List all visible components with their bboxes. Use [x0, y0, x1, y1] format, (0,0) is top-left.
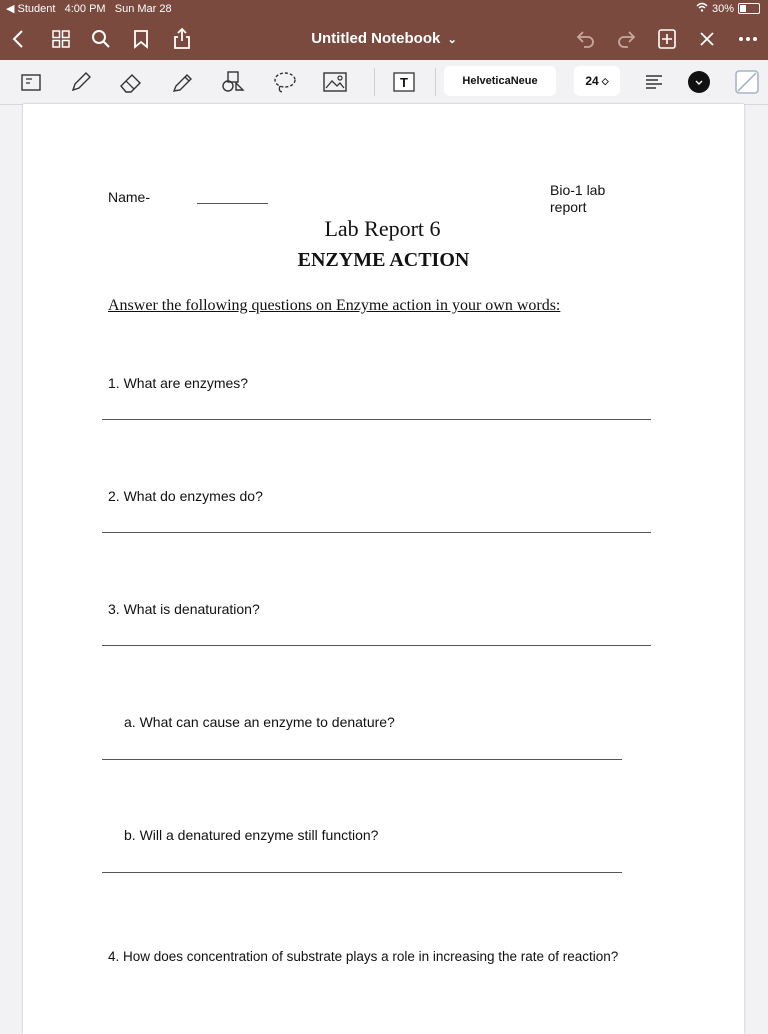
- answer-line-2[interactable]: [102, 532, 651, 533]
- share-icon[interactable]: [170, 27, 194, 51]
- close-icon[interactable]: [695, 27, 719, 51]
- image-icon[interactable]: [322, 69, 348, 95]
- course-label: Bio-1 lab: [550, 182, 606, 198]
- report-title: [23, 216, 744, 242]
- text-align-icon[interactable]: [641, 69, 667, 95]
- text-tool-icon[interactable]: [391, 69, 417, 95]
- course-label-sub: report: [550, 199, 587, 215]
- search-icon[interactable]: [89, 27, 113, 51]
- color-picker-icon[interactable]: [686, 69, 712, 95]
- lasso-icon[interactable]: [272, 69, 298, 95]
- battery-icon: [738, 3, 760, 14]
- pen-icon[interactable]: [68, 69, 94, 95]
- report-subtitle: [23, 249, 744, 272]
- instructions: Answer the following questions on Enzyme action in your own words:: [108, 297, 561, 314]
- status-time: 4:00 PM: [64, 3, 106, 15]
- status-app[interactable]: Student: [17, 3, 56, 15]
- answer-line-3a[interactable]: [102, 759, 622, 760]
- svg-text:T: T: [400, 75, 408, 90]
- question-3a: a. What can cause an enzyme to denature?: [124, 714, 395, 730]
- notebook-title-wrap: [0, 30, 768, 47]
- undo-icon[interactable]: [574, 27, 598, 51]
- status-date: Sun Mar 28: [114, 3, 172, 15]
- add-page-icon[interactable]: [655, 27, 679, 51]
- status-bar-right: [696, 2, 760, 15]
- top-bar: [0, 0, 768, 60]
- bookmark-icon[interactable]: [129, 27, 153, 51]
- font-selector[interactable]: HelveticaNeue: [444, 66, 556, 96]
- chevron-down-icon[interactable]: ⌄: [444, 34, 457, 46]
- back-to-app-icon[interactable]: ◀: [6, 3, 15, 15]
- notebook-title[interactable]: Untitled Notebook: [311, 30, 441, 47]
- eraser-icon[interactable]: [118, 69, 144, 95]
- question-2: 2. What do enzymes do?: [108, 488, 263, 504]
- report-title-text: Lab Report 6: [324, 216, 441, 241]
- font-size-value: 24: [585, 74, 599, 88]
- grid-icon[interactable]: [49, 27, 73, 51]
- chevron-left-icon[interactable]: [6, 27, 30, 51]
- question-3: 3. What is denaturation?: [108, 601, 260, 617]
- name-blank-line: [197, 203, 268, 204]
- shapes-icon[interactable]: [220, 69, 246, 95]
- more-icon[interactable]: [736, 27, 760, 51]
- background-color-icon[interactable]: [734, 69, 760, 95]
- answer-line-3b[interactable]: [102, 872, 622, 873]
- question-3b: b. Will a denatured enzyme still function?: [124, 827, 379, 843]
- wifi-icon: [696, 2, 708, 15]
- highlighter-icon[interactable]: [170, 69, 196, 95]
- page-layout-icon[interactable]: [18, 69, 44, 95]
- redo-icon[interactable]: [614, 27, 638, 51]
- status-bar-left: [6, 2, 172, 15]
- question-4: 4. How does concentration of substrate plays a role in increasing the rate of reaction?: [108, 949, 619, 964]
- question-1: 1. What are enzymes?: [108, 375, 249, 391]
- toolbar-divider: [435, 68, 436, 96]
- answer-line-3[interactable]: [102, 645, 651, 646]
- font-size-selector[interactable]: [574, 66, 620, 96]
- report-subtitle-text: ENZYME ACTION: [297, 249, 470, 271]
- document-page[interactable]: [23, 104, 744, 1034]
- answer-line-1[interactable]: [102, 419, 651, 420]
- name-label: Name-: [108, 189, 151, 205]
- stepper-icon: ◇: [601, 75, 609, 86]
- toolbar-divider: [374, 68, 375, 96]
- battery-percent: 30%: [711, 2, 734, 15]
